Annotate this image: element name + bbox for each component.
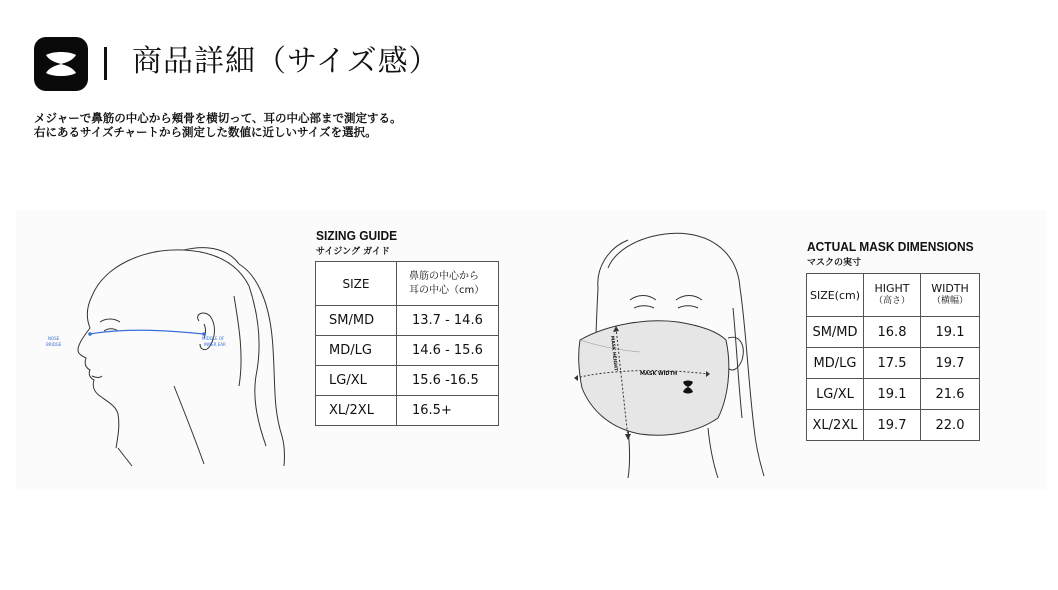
sizing-guide-table [315,261,499,426]
width-cell: 19.1 [921,317,980,348]
size-cell: MD/LG [807,348,864,379]
instruction-line-2: 右にあるサイズチャートから測定した数値に近しいサイズを選択。 [34,125,377,139]
title-divider [104,47,107,80]
header-size: SIZE [316,262,397,306]
page-title: 商品詳細（サイズ感） [132,44,440,79]
size-cell: LG/XL [807,379,864,410]
mask-width-label: MASK WIDTH [640,371,678,377]
mask-dimensions-subtitle: マスクの実寸 [807,258,862,268]
sizing-guide-title: SIZING GUIDE [316,228,398,243]
header-measurement-line2: 耳の中心（cm） [409,284,485,296]
label-inner-ear-1: MIDDLE OF [202,336,225,341]
label-nose-bridge-1: NOSE [48,336,60,341]
size-cell: XL/2XL [807,410,864,441]
measure-cell: 15.6 -16.5 [397,366,499,396]
label-nose-bridge-2: BRIDGE [46,342,62,347]
table-header-row [316,262,499,306]
header-height-sub: （高さ） [873,296,910,306]
face-measurement-illustration [34,236,294,468]
height-cell: 19.7 [864,410,921,441]
height-cell: 17.5 [864,348,921,379]
size-cell: XL/2XL [316,396,397,426]
header-size: SIZE(cm) [807,274,864,317]
mask-measurement-illustration [568,228,768,478]
height-cell: 16.8 [864,317,921,348]
header-height [864,274,921,317]
size-cell: LG/XL [316,366,397,396]
header-measurement [397,262,499,306]
size-cell: SM/MD [316,306,397,336]
table-row [807,379,980,410]
measure-cell: 16.5+ [397,396,499,426]
width-cell: 21.6 [921,379,980,410]
table-row [807,410,980,441]
instruction-line-1: メジャーで鼻筋の中心から頬骨を横切って、耳の中心部まで測定する。 [34,111,402,125]
label-inner-ear-2: INNER EAR [204,342,226,347]
table-row [316,336,499,366]
size-cell: SM/MD [807,317,864,348]
header-height-label: HIGHT [874,282,910,295]
measure-cell: 14.6 - 15.6 [397,336,499,366]
measure-cell: 13.7 - 14.6 [397,306,499,336]
table-header-row [807,274,980,317]
brand-logo-icon [34,37,88,91]
table-row [316,366,499,396]
header-measurement-line1: 鼻筋の中心から [409,270,479,282]
header-width-sub: （横幅） [931,296,968,306]
width-cell: 22.0 [921,410,980,441]
table-row [316,306,499,336]
sizing-guide-subtitle: サイジング ガイド [316,247,390,257]
mask-dimensions-table [806,273,980,441]
table-row [807,348,980,379]
size-cell: MD/LG [316,336,397,366]
table-row [807,317,980,348]
header-width [921,274,980,317]
header-width-label: WIDTH [931,282,969,295]
table-row [316,396,499,426]
mask-dimensions-title: ACTUAL MASK DIMENSIONS [807,239,974,254]
height-cell: 19.1 [864,379,921,410]
mask-height-label: MASK HEIGHT [609,335,618,372]
width-cell: 19.7 [921,348,980,379]
